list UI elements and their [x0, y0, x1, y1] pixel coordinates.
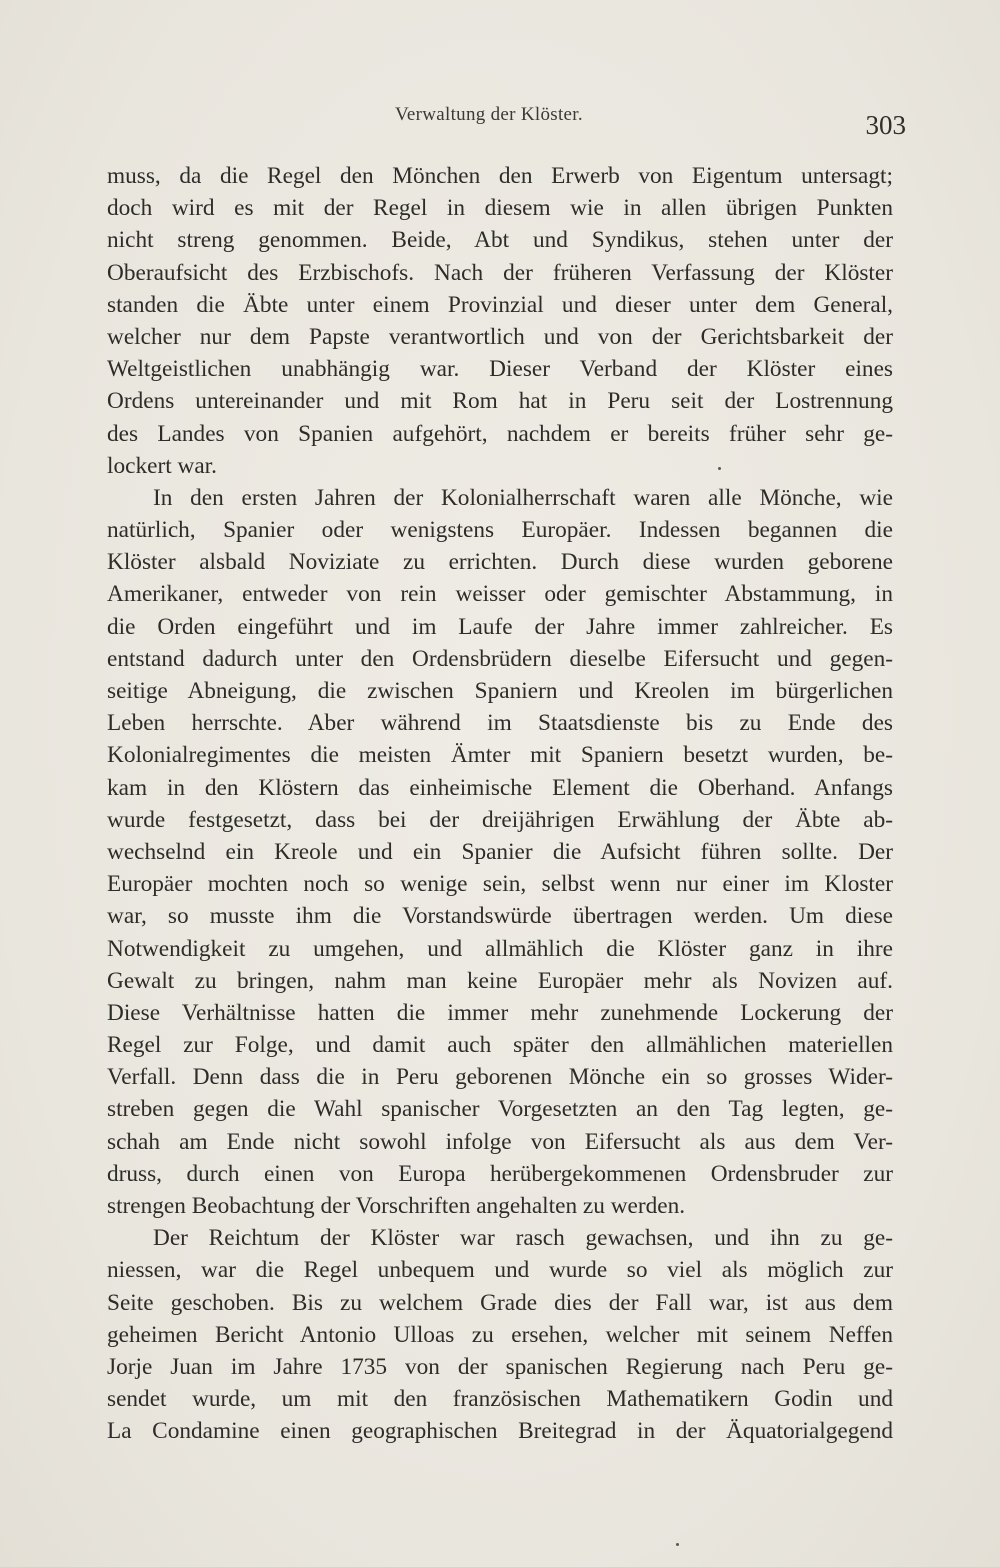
text-line: wechselnd ein Kreole und ein Spanier die Aufsicht führen sollte. Der	[107, 838, 893, 865]
text-line: nicht streng genommen. Beide, Abt und Syndikus, stehen unter der	[107, 227, 893, 254]
text-line: Klöster alsbald Noviziate zu errichten. Durch diese wurden geborene	[107, 549, 893, 576]
running-head: Verwaltung der Klöster.	[395, 104, 583, 125]
text-line: In den ersten Jahren der Kolonialherrschaft waren alle Mönche, wie	[153, 484, 893, 511]
text-line: Amerikaner, entweder von rein weisser oder gemischter Abstammung, in	[107, 581, 893, 608]
text-line: Gewalt zu bringen, nahm man keine Europäer mehr als Novizen auf.	[107, 967, 893, 994]
text-line: Europäer mochten noch so wenige sein, selbst wenn nur einer im Kloster	[107, 871, 893, 898]
text-line: geheimen Bericht Antonio Ulloas zu ersehen, welcher mit seinem Neffen	[107, 1321, 893, 1348]
text-line: strengen Beobachtung der Vorschriften angehalten zu werden.	[107, 1193, 686, 1219]
text-line: seitige Abneigung, die zwischen Spaniern und Kreolen im bürgerlichen	[107, 678, 893, 704]
text-line: Seite geschoben. Bis zu welchem Grade dies der Fall war, ist aus dem	[107, 1289, 893, 1316]
text-line: schah am Ende nicht sowohl infolge von Eifersucht als aus dem Ver-	[107, 1128, 893, 1155]
text-line: Leben herrschte. Aber während im Staatsdienste bis zu Ende des	[107, 710, 893, 737]
body-text	[107, 160, 893, 1448]
text-line: doch wird es mit der Regel in diesem wie in allen übrigen Punkten	[107, 195, 893, 222]
text-line: natürlich, Spanier oder wenigstens Europäer. Indessen begannen die	[107, 517, 893, 544]
text-line: war, so musste ihm die Vorstandswürde übertragen werden. Um diese	[107, 903, 893, 930]
text-line: Jorje Juan im Jahre 1735 von der spanischen Regierung nach Peru ge-	[107, 1353, 893, 1380]
text-line: Weltgeistlichen unabhängig war. Dieser Verband der Klöster eines	[107, 356, 893, 383]
text-line: die Orden eingeführt und im Laufe der Jahre immer zahlreicher. Es	[107, 613, 893, 640]
ink-speck	[718, 467, 721, 470]
text-line: Regel zur Folge, und damit auch später den allmählichen materiellen	[107, 1032, 893, 1059]
text-line: La Condamine einen geographischen Breitegrad in der Äquatorialgegend	[107, 1418, 893, 1445]
paragraph-1	[107, 160, 893, 482]
text-line: sendet wurde, um mit den französischen Mathematikern Godin und	[107, 1386, 893, 1413]
text-line: kam in den Klöstern das einheimische Element die Oberhand. Anfangs	[107, 774, 893, 801]
text-line: Verfall. Denn dass die in Peru geborenen Mönche ein so grosses Wider-	[107, 1064, 893, 1091]
text-line: welcher nur dem Papste verantwortlich und von der Gerichtsbarkeit der	[107, 323, 893, 350]
text-line: entstand dadurch unter den Ordensbrüdern dieselbe Eifersucht und gegen-	[107, 645, 893, 672]
text-line: Ordens untereinander und mit Rom hat in Peru seit der Lostrennung	[107, 388, 893, 415]
text-line: wurde festgesetzt, dass bei der dreijährigen Erwählung der Äbte ab-	[107, 806, 893, 833]
text-line: niessen, war die Regel unbequem und wurde so viel als möglich zur	[107, 1257, 893, 1284]
text-line: Notwendigkeit zu umgehen, und allmählich die Klöster ganz in ihre	[107, 935, 893, 962]
text-line: druss, durch einen von Europa herübergekommenen Ordensbruder zur	[107, 1160, 893, 1187]
text-line: des Landes von Spanien aufgehört, nachdem er bereits früher sehr ge-	[107, 420, 893, 447]
text-line: lockert war.	[107, 452, 217, 479]
text-line: Oberaufsicht des Erzbischofs. Nach der früheren Verfassung der Klöster	[107, 259, 893, 286]
page-number: 303	[865, 110, 906, 140]
text-line: streben gegen die Wahl spanischer Vorgesetzten an den Tag legten, ge-	[107, 1096, 893, 1123]
text-line: muss, da die Regel den Mönchen den Erwerb von Eigentum untersagt;	[107, 163, 893, 189]
ink-speck	[676, 1543, 679, 1546]
text-line: Diese Verhältnisse hatten die immer mehr zunehmende Lockerung der	[107, 999, 893, 1026]
text-line: standen die Äbte unter einem Provinzial und dieser unter dem General,	[107, 291, 893, 318]
paragraph-2	[107, 482, 893, 1222]
text-line: Kolonialregimentes die meisten Ämter mit Spaniern besetzt wurden, be-	[107, 742, 893, 769]
text-line: Der Reichtum der Klöster war rasch gewachsen, und ihn zu ge-	[153, 1225, 893, 1252]
paragraph-3	[107, 1222, 893, 1447]
